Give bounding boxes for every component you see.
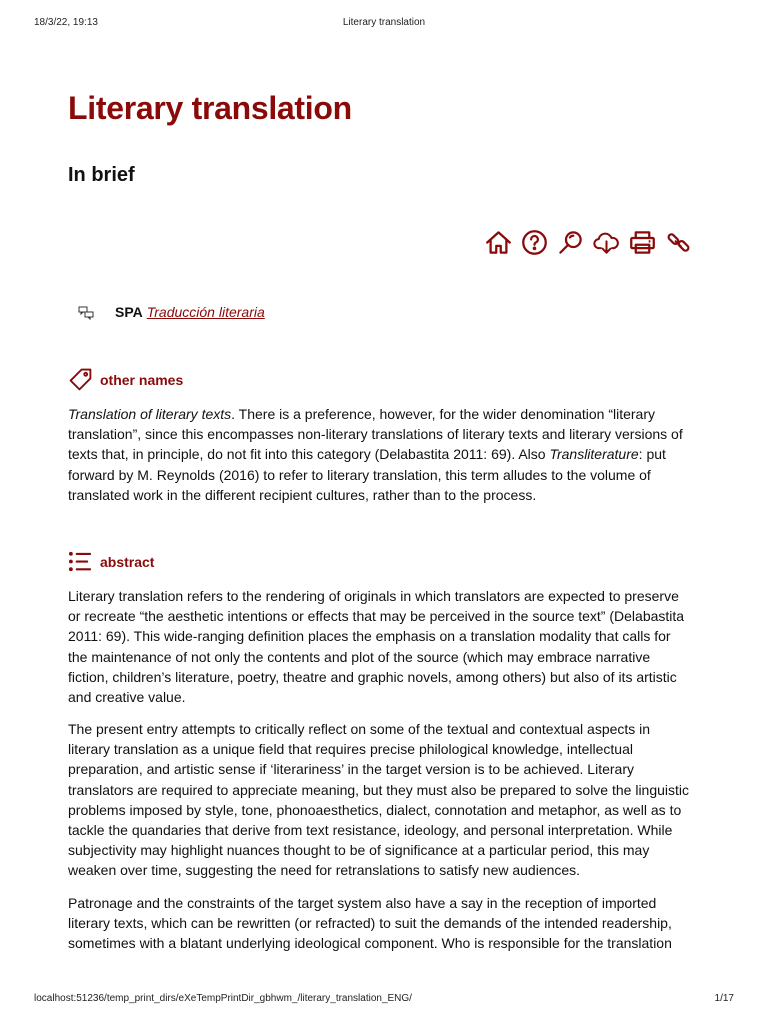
abstract-label: abstract	[100, 553, 155, 570]
text-emphasis: Translation of literary texts	[68, 406, 232, 422]
other-names-text	[68, 404, 702, 505]
print-date: 18/3/22, 19:13	[34, 17, 98, 28]
text-line: translators are required to appreciate meaning, but they must also be prepared to solve the linguistic	[68, 781, 690, 798]
text-line	[68, 444, 702, 464]
text-line: forward by M. Reynolds (2016) to refer to literary translation, this term alludes to the volume of	[68, 466, 651, 483]
text-line: Patronage and the constraints of the target system also have a say in the reception of imported	[68, 895, 657, 911]
text-line: problems imposed by style, tone, phonoaesthetics, dialect, connotation and metaphor, as well as to	[68, 801, 682, 818]
page-title: Literary translation	[68, 90, 352, 126]
list-icon	[68, 549, 93, 574]
text-run: texts that, in principle, do not fit into this category (Delabastita 2011: 69). Also	[68, 446, 550, 463]
text-line: 2011: 69). This wide-ranging definition places the emphasis on a translation modality that calls for	[68, 628, 671, 645]
abstract-paragraph-2	[68, 719, 702, 881]
print-url: localhost:51236/temp_print_dirs/eXeTempPrintDir_gbhwm_/literary_translation_ENG/	[34, 993, 412, 1004]
text-line: tackle the quandaries that derive from text resistance, ideology, and personal interpretation. While	[68, 822, 673, 839]
home-icon[interactable]	[484, 228, 513, 257]
print-title: Literary translation	[342, 17, 426, 28]
text-line: and creative value.	[68, 689, 186, 706]
chat-icon	[78, 305, 94, 321]
text-run: : put	[638, 446, 666, 463]
download-icon[interactable]	[592, 228, 621, 257]
text-line: Literary translation refers to the rendering of originals in which translators are expected to preserve	[68, 588, 679, 604]
page-counter: 1/17	[714, 993, 734, 1004]
text-line: literary translation as a unique field that requires precise philological knowledge, intellectual	[68, 741, 633, 758]
tag-icon	[68, 367, 93, 392]
text-line: fiction, children’s literature, poetry, theatre and graphic novels, among others) but also of its artistic	[68, 668, 677, 685]
text-line: literary texts, which can be rewritten (or refracted) to suit the demands of the intended readership,	[68, 915, 672, 932]
abstract-heading	[68, 549, 154, 574]
search-icon[interactable]	[556, 228, 585, 257]
other-names-label: other names	[100, 371, 184, 388]
text-line: weaken over time, suggesting the need for retranslations to satisfy new audiences.	[68, 862, 581, 879]
link-icon[interactable]	[664, 228, 693, 257]
text-line: or recreate “the aesthetic intentions or effects that may be perceived in the source text” (Delabastita	[68, 608, 685, 625]
language-row	[78, 302, 265, 321]
translation-link[interactable]: Traducción literaria	[146, 303, 265, 320]
text-line: preparation, and artistic sense if ‘literariness’ in the target version is to be achieved. Literary	[68, 761, 634, 778]
text-run: . There is a preference, however, for the wider denomination “literary	[231, 406, 655, 422]
text-line: sometimes with a blatant underlying ideological component. Who is responsible for the translation	[68, 935, 672, 952]
text-emphasis: Transliterature	[549, 446, 639, 463]
other-names-heading	[68, 367, 183, 392]
language-code: SPA	[115, 303, 143, 320]
help-icon[interactable]	[520, 228, 549, 257]
text-line: translation”, since this encompasses non-literary translations of literary texts and literary versions of	[68, 426, 683, 443]
abstract-paragraph-1	[68, 586, 702, 707]
text-line: The present entry attempts to critically reflect on some of the textual and contextual aspects in	[68, 721, 651, 737]
text-line: translated work in the different recipient cultures, rather than to the process.	[68, 486, 537, 503]
text-line	[68, 404, 702, 424]
print-footer	[34, 993, 734, 1007]
text-line: the maintenance of not only the contents and plot of the source (which may embrace narrative	[68, 648, 651, 665]
toolbar	[484, 228, 693, 257]
print-header	[34, 17, 734, 31]
text-line: subjectivity may highlight nuances thought to be of significance at a particular period, this may	[68, 842, 650, 859]
print-icon[interactable]	[628, 228, 657, 257]
abstract-paragraph-3	[68, 893, 702, 954]
page-subtitle: In brief	[68, 164, 135, 186]
